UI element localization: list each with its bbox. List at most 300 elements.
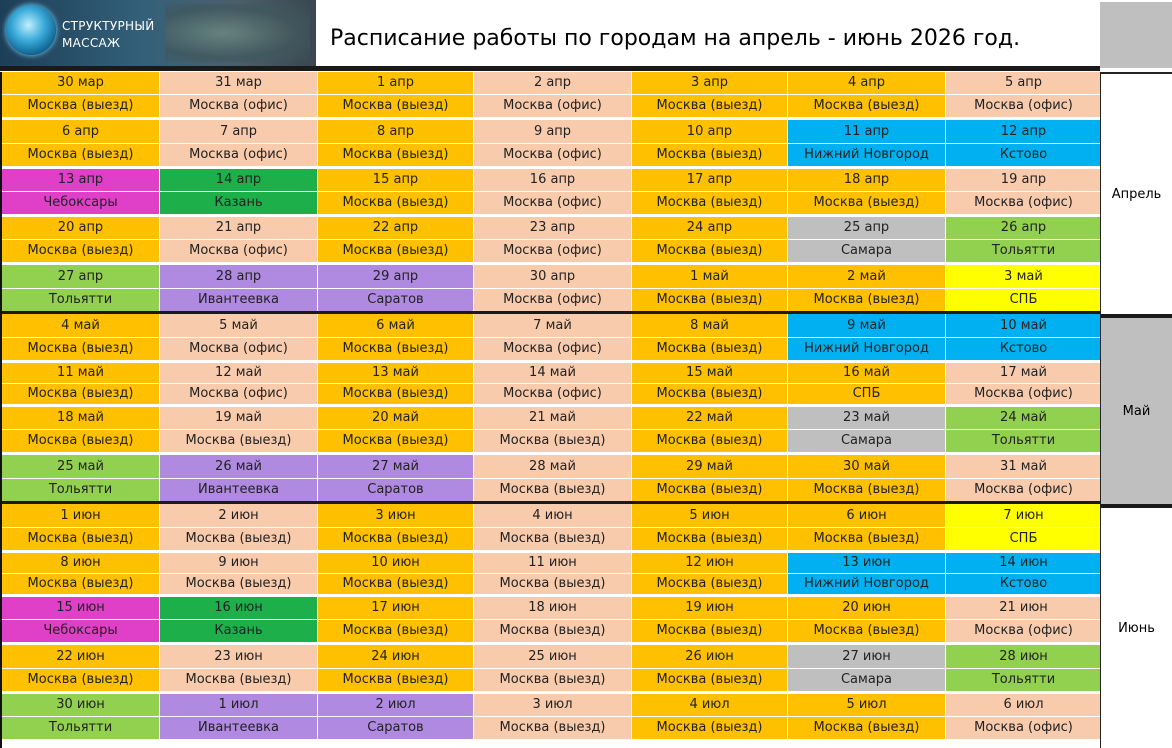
day-city: Тольятти bbox=[2, 478, 159, 502]
week-row bbox=[2, 504, 1102, 553]
day-cell bbox=[2, 645, 160, 691]
day-date: 10 май bbox=[1000, 318, 1047, 333]
day-cell bbox=[474, 645, 632, 691]
day-city: Москва (офис) bbox=[946, 191, 1101, 215]
day-city: Москва (выезд) bbox=[2, 527, 159, 551]
day-city: Ивантеевка bbox=[160, 288, 317, 312]
day-cell bbox=[160, 265, 318, 311]
day-cell bbox=[788, 645, 946, 691]
day-cell bbox=[474, 363, 632, 404]
day-date: 20 апр bbox=[57, 220, 104, 235]
day-date: 23 май bbox=[843, 410, 890, 425]
day-cell bbox=[318, 645, 474, 691]
day-date: 28 май bbox=[529, 459, 576, 474]
day-cell bbox=[160, 694, 318, 739]
day-date: 24 июн bbox=[371, 649, 420, 664]
day-date: 8 май bbox=[690, 318, 729, 333]
day-cell bbox=[2, 455, 160, 501]
day-city: Москва (выезд) bbox=[160, 527, 317, 551]
day-cell bbox=[2, 120, 160, 166]
day-city: Москва (офис) bbox=[160, 143, 317, 167]
day-cell bbox=[632, 597, 788, 642]
day-date: 11 июн bbox=[528, 555, 577, 570]
day-date: 18 апр bbox=[843, 172, 890, 187]
day-city: Саратов bbox=[318, 478, 473, 502]
day-city: Москва (выезд) bbox=[318, 143, 473, 167]
day-cell bbox=[946, 694, 1102, 739]
day-date: 2 апр bbox=[533, 75, 572, 90]
day-cell bbox=[632, 217, 788, 262]
day-date: 13 апр bbox=[57, 172, 104, 187]
day-cell bbox=[946, 645, 1102, 691]
day-cell bbox=[318, 363, 474, 404]
day-city: Москва (офис) bbox=[474, 288, 631, 312]
day-city: Москва (выезд) bbox=[632, 716, 787, 740]
day-city: Москва (офис) bbox=[160, 337, 317, 361]
day-date: 20 июн bbox=[842, 600, 891, 615]
day-date: 9 июн bbox=[218, 555, 259, 570]
day-city: Москва (офис) bbox=[160, 383, 317, 405]
week-row bbox=[2, 72, 1102, 120]
day-date: 4 апр bbox=[847, 75, 886, 90]
day-city: Саратов bbox=[318, 288, 473, 312]
day-date: 19 июн bbox=[685, 600, 734, 615]
day-city: Москва (выезд) bbox=[2, 383, 159, 405]
day-city: Москва (офис) bbox=[160, 239, 317, 263]
day-cell bbox=[160, 217, 318, 262]
day-date: 10 июн bbox=[371, 555, 420, 570]
day-date: 22 май bbox=[686, 410, 733, 425]
day-city: Москва (выезд) bbox=[318, 94, 473, 118]
day-cell bbox=[788, 363, 946, 404]
day-city: Кстово bbox=[946, 573, 1101, 595]
day-city: Москва (выезд) bbox=[474, 527, 631, 551]
day-cell bbox=[318, 72, 474, 117]
day-date: 4 июн bbox=[532, 508, 573, 523]
day-date: 2 июн bbox=[218, 508, 259, 523]
day-cell bbox=[788, 694, 946, 739]
day-city: Москва (выезд) bbox=[788, 191, 945, 215]
day-city: Москва (выезд) bbox=[632, 191, 787, 215]
week-row bbox=[2, 694, 1102, 742]
logo-text-line2: МАССАЖ bbox=[62, 36, 121, 50]
day-cell bbox=[2, 363, 160, 404]
day-cell bbox=[474, 455, 632, 501]
day-date: 23 июн bbox=[214, 649, 263, 664]
day-cell bbox=[632, 553, 788, 594]
day-city: Казань bbox=[160, 619, 317, 643]
day-date: 27 май bbox=[372, 459, 419, 474]
day-cell bbox=[632, 72, 788, 117]
day-cell bbox=[2, 553, 160, 594]
day-city: Москва (офис) bbox=[946, 383, 1101, 405]
day-date: 7 май bbox=[533, 318, 572, 333]
day-cell bbox=[318, 407, 474, 452]
day-cell bbox=[632, 407, 788, 452]
map-graphic bbox=[165, 4, 310, 62]
day-cell bbox=[474, 597, 632, 642]
day-cell bbox=[474, 217, 632, 262]
day-cell bbox=[2, 694, 160, 739]
day-date: 11 май bbox=[57, 365, 104, 380]
day-date: 19 апр bbox=[1000, 172, 1047, 187]
day-cell bbox=[632, 363, 788, 404]
day-city: Москва (выезд) bbox=[788, 478, 945, 502]
day-cell bbox=[318, 504, 474, 550]
day-date: 12 июн bbox=[685, 555, 734, 570]
day-cell bbox=[318, 455, 474, 501]
day-city: Москва (офис) bbox=[946, 619, 1101, 643]
day-cell bbox=[474, 504, 632, 550]
day-city: Москва (выезд) bbox=[160, 573, 317, 595]
day-city: Москва (выезд) bbox=[318, 429, 473, 453]
day-city: Москва (выезд) bbox=[632, 288, 787, 312]
day-cell bbox=[160, 553, 318, 594]
day-city: Самара bbox=[788, 429, 945, 453]
day-date: 9 май bbox=[847, 318, 886, 333]
day-city: Москва (офис) bbox=[474, 337, 631, 361]
day-cell bbox=[632, 645, 788, 691]
day-city: Москва (офис) bbox=[474, 383, 631, 405]
day-cell bbox=[318, 265, 474, 311]
day-city: Москва (выезд) bbox=[788, 94, 945, 118]
day-city: Москва (выезд) bbox=[632, 668, 787, 692]
logo bbox=[0, 0, 316, 66]
day-city: Москва (выезд) bbox=[788, 619, 945, 643]
page-title: Расписание работы по городам на апрель - июнь 2026 год. bbox=[330, 26, 1021, 51]
day-cell bbox=[160, 455, 318, 501]
day-date: 3 апр bbox=[690, 75, 729, 90]
day-city: Москва (офис) bbox=[946, 94, 1101, 118]
day-date: 26 июн bbox=[685, 649, 734, 664]
header-divider bbox=[0, 66, 1100, 71]
day-city: Москва (выезд) bbox=[474, 478, 631, 502]
day-city: Тольятти bbox=[946, 668, 1101, 692]
day-city: Кстово bbox=[946, 143, 1101, 167]
day-cell bbox=[474, 407, 632, 452]
day-city: Москва (выезд) bbox=[788, 288, 945, 312]
day-date: 15 июн bbox=[56, 600, 105, 615]
day-cell bbox=[946, 407, 1102, 452]
day-date: 17 апр bbox=[686, 172, 733, 187]
day-date: 8 июн bbox=[60, 555, 101, 570]
day-date: 25 июн bbox=[528, 649, 577, 664]
day-date: 27 апр bbox=[57, 269, 104, 284]
day-city: СПБ bbox=[788, 383, 945, 405]
day-city: Москва (офис) bbox=[474, 94, 631, 118]
day-date: 13 июн bbox=[842, 555, 891, 570]
day-date: 28 апр bbox=[215, 269, 262, 284]
day-date: 5 май bbox=[219, 318, 258, 333]
day-cell bbox=[160, 169, 318, 214]
day-city: Москва (выезд) bbox=[474, 619, 631, 643]
day-cell bbox=[788, 169, 946, 214]
month-label-1: Апрель bbox=[1100, 72, 1172, 314]
day-cell bbox=[788, 455, 946, 501]
day-date: 24 май bbox=[1000, 410, 1047, 425]
day-date: 15 апр bbox=[372, 172, 419, 187]
day-date: 2 май bbox=[847, 269, 886, 284]
day-city: Москва (выезд) bbox=[2, 668, 159, 692]
day-cell bbox=[2, 407, 160, 452]
day-cell bbox=[946, 553, 1102, 594]
day-date: 10 апр bbox=[686, 124, 733, 139]
day-city: Ивантеевка bbox=[160, 716, 317, 740]
day-city: Москва (выезд) bbox=[632, 383, 787, 405]
day-date: 27 июн bbox=[842, 649, 891, 664]
day-city: Москва (выезд) bbox=[318, 668, 473, 692]
day-cell bbox=[632, 265, 788, 311]
day-cell bbox=[318, 217, 474, 262]
day-city: Тольятти bbox=[2, 716, 159, 740]
day-cell bbox=[632, 694, 788, 739]
day-city: Москва (выезд) bbox=[474, 429, 631, 453]
day-city: Москва (офис) bbox=[946, 716, 1101, 740]
globe-icon bbox=[6, 5, 56, 55]
day-city: Нижний Новгород bbox=[788, 143, 945, 167]
day-cell bbox=[160, 314, 318, 360]
week-row bbox=[2, 169, 1102, 217]
day-date: 3 июн bbox=[375, 508, 416, 523]
day-date: 6 июл bbox=[1003, 697, 1044, 712]
week-row bbox=[2, 363, 1102, 407]
day-cell bbox=[632, 455, 788, 501]
day-date: 19 май bbox=[215, 410, 262, 425]
schedule-grid bbox=[0, 72, 1102, 748]
day-city: Москва (выезд) bbox=[318, 337, 473, 361]
day-city: Тольятти bbox=[2, 288, 159, 312]
day-city: Москва (выезд) bbox=[632, 429, 787, 453]
day-city: Кстово bbox=[946, 337, 1101, 361]
day-cell bbox=[474, 694, 632, 739]
day-cell bbox=[160, 504, 318, 550]
day-cell bbox=[474, 169, 632, 214]
day-date: 28 июн bbox=[999, 649, 1048, 664]
day-cell bbox=[788, 120, 946, 166]
day-cell bbox=[946, 265, 1102, 311]
day-date: 16 июн bbox=[214, 600, 263, 615]
day-cell bbox=[946, 169, 1102, 214]
day-date: 30 май bbox=[843, 459, 890, 474]
day-date: 4 май bbox=[61, 318, 100, 333]
day-cell bbox=[474, 553, 632, 594]
day-city: Москва (выезд) bbox=[318, 527, 473, 551]
day-date: 14 май bbox=[529, 365, 576, 380]
day-date: 22 июн bbox=[56, 649, 105, 664]
day-cell bbox=[788, 72, 946, 117]
month-label-2: Май bbox=[1100, 314, 1172, 504]
day-cell bbox=[946, 72, 1102, 117]
day-cell bbox=[788, 553, 946, 594]
day-city: Москва (выезд) bbox=[2, 429, 159, 453]
day-date: 23 апр bbox=[529, 220, 576, 235]
day-city: Москва (выезд) bbox=[788, 527, 945, 551]
day-cell bbox=[474, 265, 632, 311]
day-cell bbox=[2, 314, 160, 360]
day-city: Саратов bbox=[318, 716, 473, 740]
day-cell bbox=[2, 504, 160, 550]
day-city: Москва (офис) bbox=[474, 239, 631, 263]
day-city: Москва (выезд) bbox=[632, 337, 787, 361]
day-city: Казань bbox=[160, 191, 317, 215]
day-date: 8 апр bbox=[376, 124, 415, 139]
day-cell bbox=[2, 169, 160, 214]
day-cell bbox=[632, 169, 788, 214]
day-cell bbox=[946, 120, 1102, 166]
day-city: Москва (офис) bbox=[946, 478, 1101, 502]
day-cell bbox=[946, 597, 1102, 642]
day-date: 21 июн bbox=[999, 600, 1048, 615]
day-date: 18 июн bbox=[528, 600, 577, 615]
day-city: Москва (выезд) bbox=[632, 478, 787, 502]
day-city: Москва (офис) bbox=[474, 191, 631, 215]
day-date: 5 июн bbox=[689, 508, 730, 523]
day-cell bbox=[474, 314, 632, 360]
day-date: 25 май bbox=[57, 459, 104, 474]
day-cell bbox=[318, 169, 474, 214]
day-cell bbox=[160, 645, 318, 691]
logo-text-line1: СТРУКТУРНЫЙ bbox=[62, 19, 155, 33]
day-cell bbox=[788, 504, 946, 550]
day-city: Москва (выезд) bbox=[318, 619, 473, 643]
day-city: Москва (выезд) bbox=[2, 94, 159, 118]
day-date: 1 июл bbox=[218, 697, 259, 712]
day-city: Москва (выезд) bbox=[2, 239, 159, 263]
day-date: 30 июн bbox=[56, 697, 105, 712]
day-date: 20 май bbox=[372, 410, 419, 425]
day-date: 15 май bbox=[686, 365, 733, 380]
day-date: 24 апр bbox=[686, 220, 733, 235]
day-cell bbox=[2, 217, 160, 262]
day-city: Москва (выезд) bbox=[318, 573, 473, 595]
day-city: Москва (выезд) bbox=[318, 239, 473, 263]
day-date: 6 июн bbox=[846, 508, 887, 523]
day-date: 7 апр bbox=[219, 124, 258, 139]
week-row bbox=[2, 455, 1102, 504]
day-city: Москва (выезд) bbox=[2, 143, 159, 167]
day-date: 4 июл bbox=[689, 697, 730, 712]
day-cell bbox=[318, 314, 474, 360]
day-city: Москва (офис) bbox=[160, 94, 317, 118]
day-city: Нижний Новгород bbox=[788, 337, 945, 361]
day-date: 17 июн bbox=[371, 600, 420, 615]
day-city: Ивантеевка bbox=[160, 478, 317, 502]
day-date: 21 май bbox=[529, 410, 576, 425]
day-cell bbox=[946, 455, 1102, 501]
day-city: Тольятти bbox=[946, 429, 1101, 453]
day-city: Самара bbox=[788, 668, 945, 692]
day-cell bbox=[632, 504, 788, 550]
day-city: Москва (выезд) bbox=[632, 143, 787, 167]
day-date: 16 апр bbox=[529, 172, 576, 187]
day-date: 29 май bbox=[686, 459, 733, 474]
day-city: Москва (выезд) bbox=[160, 668, 317, 692]
day-city: СПБ bbox=[946, 288, 1101, 312]
day-cell bbox=[318, 553, 474, 594]
day-city: Москва (выезд) bbox=[632, 239, 787, 263]
day-date: 30 мар bbox=[57, 75, 104, 90]
day-date: 26 апр bbox=[1000, 220, 1047, 235]
day-cell bbox=[946, 504, 1102, 550]
week-row bbox=[2, 553, 1102, 597]
day-city: Москва (выезд) bbox=[160, 429, 317, 453]
day-cell bbox=[2, 597, 160, 642]
day-date: 6 апр bbox=[61, 124, 100, 139]
day-city: Чебоксары bbox=[2, 619, 159, 643]
day-city: Нижний Новгород bbox=[788, 573, 945, 595]
header bbox=[0, 0, 1172, 72]
day-cell bbox=[946, 363, 1102, 404]
day-cell bbox=[788, 314, 946, 360]
month-label-3: Июнь bbox=[1100, 504, 1172, 748]
day-cell bbox=[788, 217, 946, 262]
day-date: 12 апр bbox=[1000, 124, 1047, 139]
day-date: 16 май bbox=[843, 365, 890, 380]
day-date: 21 апр bbox=[215, 220, 262, 235]
day-date: 5 апр bbox=[1004, 75, 1043, 90]
day-date: 17 май bbox=[1000, 365, 1047, 380]
day-cell bbox=[946, 314, 1102, 360]
day-city: Москва (выезд) bbox=[318, 383, 473, 405]
day-date: 14 июн bbox=[999, 555, 1048, 570]
week-row bbox=[2, 597, 1102, 645]
day-date: 29 апр bbox=[372, 269, 419, 284]
day-city: Чебоксары bbox=[2, 191, 159, 215]
day-date: 9 апр bbox=[533, 124, 572, 139]
day-city: Самара bbox=[788, 239, 945, 263]
day-date: 13 май bbox=[372, 365, 419, 380]
day-cell bbox=[318, 597, 474, 642]
day-date: 18 май bbox=[57, 410, 104, 425]
day-date: 25 апр bbox=[843, 220, 890, 235]
week-row bbox=[2, 265, 1102, 314]
day-city: Москва (выезд) bbox=[788, 716, 945, 740]
day-date: 12 май bbox=[215, 365, 262, 380]
week-row bbox=[2, 407, 1102, 455]
day-date: 3 май bbox=[1004, 269, 1043, 284]
week-row bbox=[2, 120, 1102, 169]
day-date: 1 май bbox=[690, 269, 729, 284]
day-city: Москва (выезд) bbox=[474, 573, 631, 595]
day-city: Москва (выезд) bbox=[474, 716, 631, 740]
day-cell bbox=[632, 120, 788, 166]
day-city: Москва (выезд) bbox=[2, 573, 159, 595]
day-cell bbox=[160, 597, 318, 642]
day-cell bbox=[318, 694, 474, 739]
day-date: 31 мар bbox=[215, 75, 262, 90]
day-cell bbox=[160, 407, 318, 452]
day-city: СПБ bbox=[946, 527, 1101, 551]
week-row bbox=[2, 217, 1102, 265]
row-spacer bbox=[2, 739, 1102, 742]
day-date: 6 май bbox=[376, 318, 415, 333]
day-city: Москва (офис) bbox=[474, 143, 631, 167]
day-date: 3 июл bbox=[532, 697, 573, 712]
day-date: 31 май bbox=[1000, 459, 1047, 474]
day-cell bbox=[160, 363, 318, 404]
header-corner-cell bbox=[1100, 2, 1172, 68]
day-city: Москва (выезд) bbox=[632, 619, 787, 643]
day-city: Тольятти bbox=[946, 239, 1101, 263]
day-city: Москва (выезд) bbox=[632, 94, 787, 118]
day-cell bbox=[788, 265, 946, 311]
week-row bbox=[2, 314, 1102, 363]
day-date: 1 июн bbox=[60, 508, 101, 523]
day-date: 11 апр bbox=[843, 124, 890, 139]
day-city: Москва (выезд) bbox=[474, 668, 631, 692]
day-date: 7 июн bbox=[1003, 508, 1044, 523]
day-city: Москва (выезд) bbox=[632, 573, 787, 595]
